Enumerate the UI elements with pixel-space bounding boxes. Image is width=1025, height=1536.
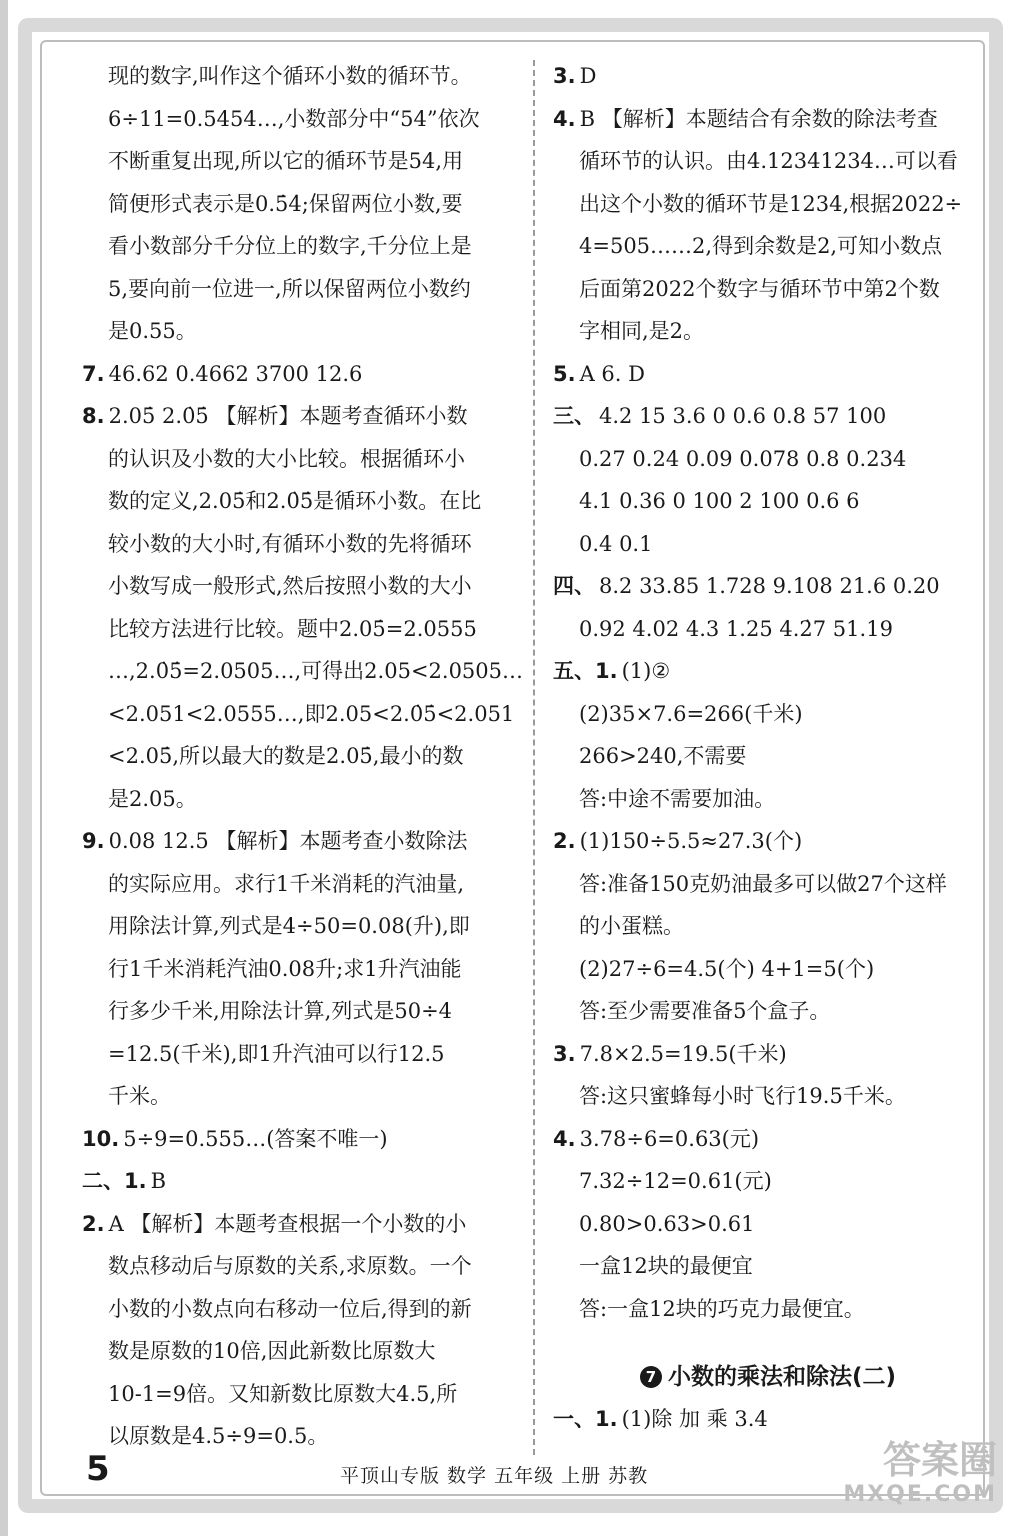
answer-text: 266>240,不需要 <box>579 744 747 768</box>
answer-line <box>82 55 502 98</box>
answer-line <box>82 1245 502 1288</box>
answer-line <box>82 948 502 991</box>
answer-text: 0.92 4.02 4.3 1.25 4.2̇7 51.19 <box>579 616 893 641</box>
answer-line <box>553 1203 983 1246</box>
answer-line <box>553 55 983 98</box>
answer-line <box>82 565 502 608</box>
answer-text: 看小数部分千分位上的数字,千分位上是 <box>108 234 472 258</box>
answer-line <box>82 1203 502 1246</box>
answer-line <box>82 863 502 906</box>
answer-text: =12.5(千米),即1升汽油可以行12.5 <box>108 1041 445 1066</box>
answer-line <box>553 693 983 736</box>
answer-line <box>82 1075 502 1118</box>
answer-text: 较小数的大小时,有循环小数的先将循环 <box>108 531 472 556</box>
answer-text: 2.05̇ 2.0̇5̇ 【解析】本题考查循环小数 <box>108 404 468 428</box>
answer-text: 循环节的认识。由4.12341234…可以看 <box>579 149 958 173</box>
answer-line <box>82 608 502 651</box>
answer-line <box>553 863 983 906</box>
answer-line <box>553 225 983 268</box>
answer-line <box>82 1118 502 1161</box>
answer-text: 答:一盒12块的巧克力最便宜。 <box>579 1296 865 1321</box>
answer-text: 行1千米消耗汽油0.08升;求1升汽油能 <box>108 956 462 981</box>
answer-text: 字相同,是2。 <box>579 319 705 343</box>
answer-text: 比较方法进行比较。题中2.05̇=2.0555 <box>108 616 477 641</box>
answer-line <box>82 183 502 226</box>
answer-line <box>553 310 983 353</box>
answer-line <box>82 735 502 778</box>
answer-text: 答:准备150克奶油最多可以做27个这样 <box>579 871 947 896</box>
answer-text: (2)27÷6=4.5(个) 4+1=5(个) <box>579 956 875 981</box>
question-number: 3. <box>553 1041 576 1066</box>
answer-text: 小数写成一般形式,然后按照小数的大小 <box>108 574 472 598</box>
question-number: 二、1. <box>82 1169 147 1193</box>
answer-line <box>553 650 983 693</box>
answer-text: 7.8×2.5=19.5(千米) <box>579 1041 787 1066</box>
answer-line <box>553 353 983 396</box>
right-column <box>553 55 983 1441</box>
answer-line <box>553 778 983 821</box>
answer-line <box>82 1330 502 1373</box>
answer-text: 答:中途不需要加油。 <box>579 786 776 811</box>
answer-line <box>82 693 515 736</box>
answer-line <box>82 225 502 268</box>
answer-text: 数是原数的10倍,因此新数比原数大 <box>108 1339 436 1363</box>
answer-text: 现的数字,叫作这个循环小数的循环节。 <box>108 64 472 88</box>
answer-line <box>553 1160 983 1203</box>
column-divider <box>533 60 535 1455</box>
answer-line <box>82 140 502 183</box>
answer-line <box>553 735 983 778</box>
answer-text: 4.2 15 3.6 0 0.6 0.8 57 100 <box>599 404 887 428</box>
answer-text: 是2.05。 <box>108 786 197 811</box>
left-column <box>82 55 524 1458</box>
answer-text: <2.05̇,所以最大的数是2.05̇,最小的数 <box>108 744 464 768</box>
answer-text: 5,要向前一位进一,所以保留两位小数约 <box>108 276 471 301</box>
answer-text: 7.32÷12=0.61(元) <box>579 1169 772 1193</box>
page-left-edge <box>0 0 8 1536</box>
answer-text: 3.78÷6=0.63(元) <box>579 1126 760 1151</box>
right-column-lines <box>553 55 983 1330</box>
answer-text: 后面第2022个数字与循环节中第2个数 <box>579 276 940 301</box>
section-title <box>553 1356 983 1398</box>
page-number: 5 <box>86 1449 110 1489</box>
answer-line <box>82 905 502 948</box>
answer-text: <2.051<2.0555…,即2.05<2.0̇5̇<2.051 <box>108 701 515 726</box>
answer-line <box>553 1288 983 1331</box>
footer-text: 平顶山专版 数学 五年级 上册 苏教 <box>340 1465 649 1487</box>
answer-text: 10-1=9倍。又知新数比原数大4.5,所 <box>108 1381 458 1406</box>
answer-line <box>553 1075 983 1118</box>
watermark-logo <box>837 1438 997 1514</box>
answer-line <box>553 948 983 991</box>
answer-line <box>82 1033 502 1076</box>
answer-text: 用除法计算,列式是4÷50=0.08(升),即 <box>108 914 470 938</box>
answer-text: 千米。 <box>108 1084 171 1108</box>
answer-text: B 【解析】本题结合有余数的除法考查 <box>579 106 938 131</box>
answer-line <box>82 98 502 141</box>
answer-line <box>82 480 502 523</box>
answer-line <box>553 140 983 183</box>
question-number: 四、 <box>553 574 595 598</box>
question-number: 8. <box>82 404 105 428</box>
answer-line <box>82 268 502 311</box>
answer-line <box>553 1245 983 1288</box>
answer-text: A 6. D <box>579 361 645 386</box>
answer-text: B <box>150 1169 167 1193</box>
answer-line <box>553 268 983 311</box>
answer-line <box>553 395 983 438</box>
question-number: 三、 <box>553 404 595 428</box>
answer-text: 一盒12块的最便宜 <box>579 1254 753 1278</box>
answer-line <box>82 778 502 821</box>
question-number: 4. <box>553 1126 576 1151</box>
answer-text: 答:这只蜜蜂每小时飞行19.5千米。 <box>579 1084 906 1108</box>
answer-line <box>553 905 983 948</box>
answer-line <box>553 1033 983 1076</box>
answer-line <box>553 183 983 226</box>
answer-text: (1)除 加 乘 3.4 <box>621 1407 768 1431</box>
question-number: 3. <box>553 64 576 88</box>
watermark-title: 答案圈 <box>882 1438 997 1482</box>
answer-line <box>553 1398 983 1441</box>
answer-text: 出这个小数的循环节是1234,根据2022÷ <box>579 191 963 216</box>
question-number: 5. <box>553 361 576 386</box>
answer-line <box>82 395 502 438</box>
answer-text: …,2.0̇5̇=2.0505…,可得出2.05<2.0505… <box>108 659 524 683</box>
answer-line <box>553 565 983 608</box>
section-title-text: 小数的乘法和除法(二) <box>667 1364 897 1390</box>
answer-text: 不断重复出现,所以它的循环节是54,用 <box>108 149 464 173</box>
answer-line <box>82 1288 502 1331</box>
question-number: 2. <box>82 1211 105 1236</box>
answer-text: 的认识及小数的大小比较。根据循环小 <box>108 446 465 471</box>
answer-text: (2)35×7.6=266(千米) <box>579 701 803 726</box>
question-number: 2. <box>553 829 576 853</box>
answer-text: 4.1 0.36 0 100 2 100 0.6 6 <box>579 489 860 513</box>
answer-text: 46.62 0.4662 3700 12.6 <box>108 361 363 386</box>
answer-line <box>82 820 502 863</box>
answer-text: 小数的小数点向右移动一位后,得到的新 <box>108 1296 472 1321</box>
section-number-badge: 7 <box>640 1366 662 1388</box>
answer-line <box>82 1160 502 1203</box>
answer-line <box>82 1373 502 1416</box>
watermark-url: MXQE.COM <box>843 1482 997 1507</box>
question-number: 4. <box>553 106 576 131</box>
answer-text: (1)② <box>621 659 671 683</box>
answer-line <box>82 523 502 566</box>
answer-text: 4=505……2,得到余数是2,可知小数点 <box>579 234 943 258</box>
answer-text: 是0.55。 <box>108 319 197 343</box>
answer-text: 数点移动后与原数的关系,求原数。一个 <box>108 1254 472 1278</box>
answer-line <box>553 1118 983 1161</box>
answer-line <box>82 353 502 396</box>
answer-line <box>553 820 983 863</box>
answer-line <box>553 480 983 523</box>
answer-line <box>553 523 983 566</box>
answer-text: 0.4 0.1 <box>579 531 653 556</box>
answer-text: 行多少千米,用除法计算,列式是50÷4 <box>108 999 453 1023</box>
answer-text: 以原数是4.5÷9=0.5。 <box>108 1424 329 1448</box>
answer-text: 6÷11=0.5454…,小数部分中“54”依次 <box>108 106 480 131</box>
answer-line <box>553 608 983 651</box>
answer-line <box>553 438 983 481</box>
question-number: 五、1. <box>553 659 618 683</box>
answer-line <box>82 650 524 693</box>
answer-line <box>82 310 502 353</box>
answer-text: 8.2 33.85 1.728 9.108 21.6 0.20 <box>599 574 940 598</box>
answer-line <box>82 990 502 1033</box>
answer-text: A 【解析】本题考查根据一个小数的小 <box>108 1211 467 1236</box>
answer-line <box>82 1415 502 1458</box>
answer-text: 的小蛋糕。 <box>579 914 684 938</box>
answer-text: 0.80>0.63>0.61 <box>579 1211 755 1236</box>
question-number: 7. <box>82 361 105 386</box>
answer-text: 数的定义,2.05̇和2.0̇5̇是循环小数。在比 <box>108 489 482 513</box>
answer-text: 0.08 12.5 【解析】本题考查小数除法 <box>108 829 468 853</box>
answer-text: D <box>579 64 597 88</box>
answer-line <box>553 98 983 141</box>
answer-text: 的实际应用。求行1千米消耗的汽油量, <box>108 871 465 896</box>
answer-text: 0.27 0.24 0.09 0.078 0.8 0.234 <box>579 446 907 471</box>
answer-text: (1)150÷5.5≈27.3(个) <box>579 829 803 853</box>
question-number: 一、1. <box>553 1407 618 1431</box>
answer-line <box>553 990 983 1033</box>
answer-text: 简便形式表示是0.5̇4̇;保留两位小数,要 <box>108 191 463 216</box>
question-number: 10. <box>82 1126 120 1151</box>
answer-line <box>82 438 502 481</box>
answer-text: 答:至少需要准备5个盒子。 <box>579 999 831 1023</box>
answer-text: 5÷9=0.555…(答案不唯一) <box>123 1126 388 1151</box>
question-number: 9. <box>82 829 105 853</box>
